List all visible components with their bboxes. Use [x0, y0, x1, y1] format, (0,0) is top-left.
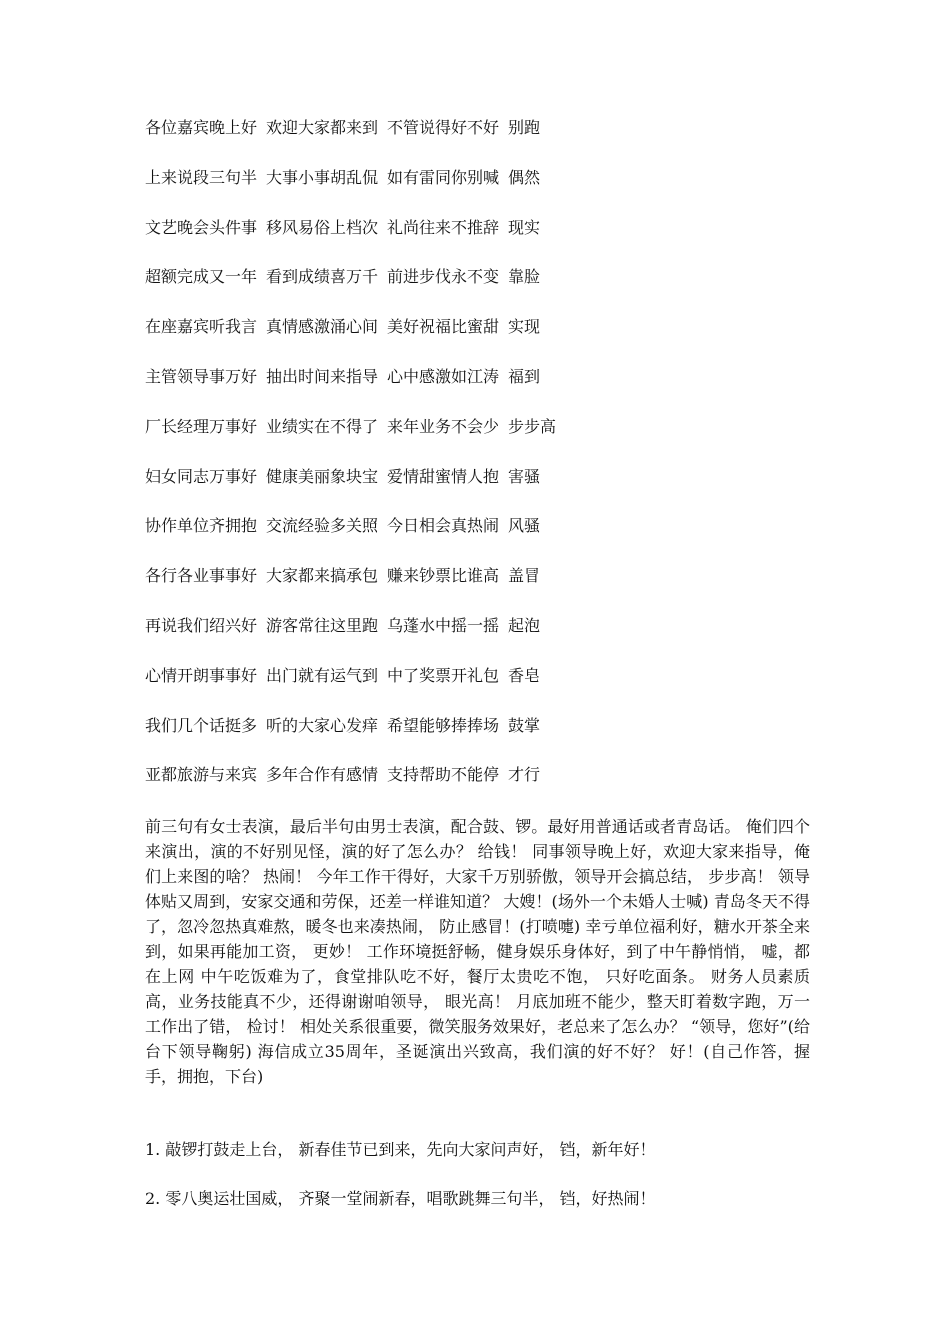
verse-line	[145, 364, 845, 389]
verse-line	[145, 314, 845, 339]
verse-segment: 希望能够捧捧场	[387, 715, 500, 735]
verse-line	[145, 165, 845, 190]
verse-list	[145, 115, 845, 812]
performance-notes-paragraph: 前三句有女士表演，最后半句由男士表演，配合鼓、锣。最好用普通话或者青岛话。 俺们四个来演出，演的不好别见怪，演的好了怎么办？ 给钱！ 同事领导晚上好，欢迎大家来指导，俺们上来图的啥？ 热闹！ 今年工作干得好，大家千万别骄傲，领导开会搞总结， 步步高！ 领导体贴又周到，安家交通和劳保，还差一样谁知道？ 大嫂！(场外一个未婚人士喊) 青岛冬天不得了，忽冷忽热真难熬，暖冬也来凑热闹， 防止感冒！(打喷嚏) 幸亏单位福利好，糖水开茶全来到，如果再能加工资， 更妙！ 工作环境挺舒畅，健身娱乐身体好，到了中午静悄悄， 嘘，都在上网 中午吃饭难为了，食堂排队吃不好，餐厅太贵吃不饱， 只好吃面条。 财务人员素质高，业务技能真不少，还得谢谢咱领导， 眼光高！ 月底加班不能少，整天盯着数字跑，万一工作出了错， 检讨！ 相处关系很重要，微笑服务效果好，老总来了怎么办？ “领导，您好”(给台下领导鞠躬) 海信成立35周年，圣诞演出兴致高，我们演的好不好？ 好！(自己作答，握手，拥抱，下台)	[145, 817, 810, 1086]
verse-ending: 风骚	[508, 516, 541, 536]
verse-segment: 在座嘉宾听我言	[145, 317, 258, 337]
verse-segment: 出门就有运气到	[266, 665, 379, 685]
verse-ending: 靠脸	[508, 267, 541, 287]
verse-segment: 中了奖票开礼包	[387, 665, 500, 685]
verse-line	[145, 663, 845, 688]
verse-ending: 偶然	[508, 167, 541, 187]
verse-line	[145, 513, 845, 538]
verse-segment: 如有雷同你别喊	[387, 167, 500, 187]
verse-segment: 欢迎大家都来到	[266, 118, 379, 137]
verse-segment: 厂长经理万事好	[145, 416, 258, 436]
verse-segment: 各位嘉宾晚上好	[145, 118, 258, 137]
numbered-item-2: 2. 零八奥运壮国威， 齐聚一堂闹新春，唱歌跳舞三句半， 铛，好热闹！	[145, 1189, 656, 1208]
verse-segment: 真情感激涌心间	[266, 317, 379, 337]
verse-segment: 大事小事胡乱侃	[266, 167, 379, 187]
verse-ending: 步步高	[508, 416, 557, 436]
verse-ending: 福到	[508, 366, 541, 386]
verse-segment: 来年业务不会少	[387, 416, 500, 436]
verse-line	[145, 414, 845, 439]
verse-ending: 盖冒	[508, 566, 541, 586]
verse-ending: 实现	[508, 317, 541, 337]
verse-segment: 亚都旅游与来宾	[145, 765, 258, 785]
verse-segment: 看到成绩喜万千	[266, 267, 379, 287]
verse-line	[145, 613, 845, 638]
verse-segment: 礼尚往来不推辞	[387, 217, 500, 237]
verse-ending: 香皂	[508, 665, 541, 685]
verse-segment: 协作单位齐拥抱	[145, 516, 258, 536]
verse-ending: 现实	[508, 217, 541, 237]
verse-segment: 赚来钞票比谁高	[387, 566, 500, 586]
verse-segment: 心情开朗事事好	[145, 665, 258, 685]
verse-segment: 移风易俗上档次	[266, 217, 379, 237]
verse-segment: 超额完成又一年	[145, 267, 258, 287]
verse-line	[145, 464, 845, 489]
verse-line	[145, 563, 845, 588]
verse-segment: 我们几个话挺多	[145, 715, 258, 735]
verse-ending: 害骚	[508, 466, 541, 486]
verse-segment: 主管领导事万好	[145, 366, 258, 386]
verse-segment: 大家都来搞承包	[266, 566, 379, 586]
verse-line	[145, 215, 845, 240]
verse-segment: 抽出时间来指导	[266, 366, 379, 386]
verse-line	[145, 762, 845, 787]
verse-segment: 前进步伐永不变	[387, 267, 500, 287]
verse-ending: 别跑	[508, 118, 541, 137]
verse-segment: 爱情甜蜜情人抱	[387, 466, 500, 486]
verse-segment: 支持帮助不能停	[387, 765, 500, 785]
verse-segment: 心中感激如江涛	[387, 366, 500, 386]
verse-segment: 妇女同志万事好	[145, 466, 258, 486]
verse-segment: 交流经验多关照	[266, 516, 379, 536]
verse-segment: 上来说段三句半	[145, 167, 258, 187]
verse-segment: 乌蓬水中摇一摇	[387, 615, 500, 635]
verse-segment: 业绩实在不得了	[266, 416, 379, 436]
verse-segment: 游客常往这里跑	[266, 615, 379, 635]
verse-segment: 各行各业事事好	[145, 566, 258, 586]
verse-segment: 健康美丽象块宝	[266, 466, 379, 486]
verse-segment: 多年合作有感情	[266, 765, 379, 785]
verse-line	[145, 713, 845, 738]
verse-ending: 起泡	[508, 615, 541, 635]
numbered-item-1: 1. 敲锣打鼓走上台， 新春佳节已到来，先向大家问声好， 铛，新年好！	[145, 1140, 656, 1159]
verse-segment: 听的大家心发痒	[266, 715, 379, 735]
verse-line	[145, 115, 845, 140]
verse-segment: 今日相会真热闹	[387, 516, 500, 536]
verse-ending: 鼓掌	[508, 715, 541, 735]
verse-segment: 文艺晚会头件事	[145, 217, 258, 237]
verse-line	[145, 264, 845, 289]
verse-segment: 美好祝福比蜜甜	[387, 317, 500, 337]
verse-segment: 不管说得好不好	[387, 118, 500, 137]
verse-ending: 才行	[508, 765, 541, 785]
verse-segment: 再说我们绍兴好	[145, 615, 258, 635]
